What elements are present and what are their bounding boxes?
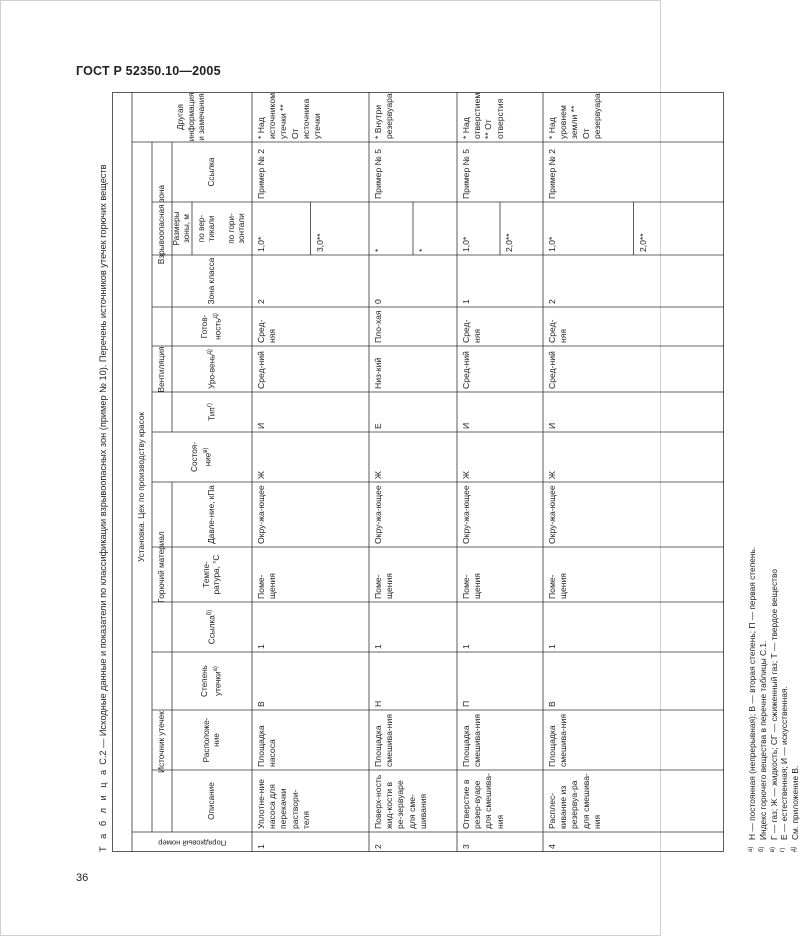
- cell-zone-class: 1: [461, 299, 471, 304]
- footnote-text: Индекс горючего вещества в перечне таблицы С.1.: [757, 640, 768, 840]
- cell-readiness: Пло-хая: [373, 310, 383, 343]
- cell-location: Площадка смешива-ния: [373, 714, 395, 767]
- header-reference: [172, 602, 252, 652]
- cell-state: Ж: [461, 471, 471, 479]
- cell-state: Ж: [547, 471, 557, 479]
- row-number: 4: [547, 844, 557, 849]
- header-zone-class: Зона класса: [206, 257, 216, 305]
- page-number: 36: [76, 872, 89, 884]
- footnote-mark: д): [207, 349, 214, 355]
- footnote-text: Е — естественная; И — искусственная.: [779, 686, 790, 840]
- row-number: 2: [373, 844, 383, 849]
- cell-degree: П: [461, 700, 471, 707]
- header-degree: [172, 652, 252, 710]
- cell-temperature: Поме-щения: [373, 573, 395, 599]
- cell-vertical: *: [373, 248, 383, 252]
- cell-zone-reference: Пример № 2: [547, 149, 557, 199]
- header-row-number: [132, 832, 252, 852]
- cell-notes: * Над отверстием ** От отверстия: [461, 92, 505, 139]
- cell-description: Расплес-кивание из резервуа-ра для смешива-ния: [547, 773, 602, 829]
- header-zone-reference: Ссылка: [206, 157, 216, 187]
- cell-location: Площадка насоса: [256, 725, 278, 767]
- cell-pressure: Окру-жа-ющее: [547, 485, 557, 544]
- header-vertical: по вер-тикали: [196, 214, 216, 243]
- table-subtitle: Установка. Цех по производству красок: [136, 412, 146, 562]
- cell-degree: В: [256, 701, 266, 707]
- footnote-text: Н — постоянная (непрерывная); В — вторая степень; П — первая степень.: [747, 546, 757, 840]
- cell-state: Ж: [373, 471, 383, 479]
- footnote-mark: в): [202, 447, 209, 453]
- cell-zone-reference: Пример № 2: [256, 149, 266, 199]
- cell-notes: * Над источником утечки ** От источника утечки: [256, 92, 323, 139]
- cell-description: Поверх-ность жид-кости в ре-зервуаре для сме-шивания: [373, 774, 428, 829]
- cell-vent-type: И: [256, 422, 266, 429]
- header-degree-label: Степень утечки: [200, 665, 223, 697]
- footnote-mark: г): [207, 403, 214, 408]
- cell-readiness: Сред-няя: [256, 319, 278, 343]
- header-ventilation: Вентиляция: [156, 346, 166, 393]
- header-notes: Другая информация и замечания: [176, 92, 207, 142]
- header-hazard-zone: Взрывоопасная зона: [156, 184, 166, 265]
- cell-vent-level: Сред-ний: [461, 351, 471, 389]
- header-row-number-label: Порядковый номер: [158, 838, 226, 848]
- header-vent-level: [172, 346, 252, 392]
- footnote-text: Г — газ; Ж — жидкость; СГ — сжиженный газ; Т — твердое вещество: [768, 568, 779, 840]
- footnote-mark: г): [780, 847, 787, 852]
- cell-reference: 1: [256, 644, 266, 649]
- header-description: Описание: [206, 782, 216, 820]
- cell-zone-class: 2: [547, 299, 557, 304]
- header-location: Расположе-ние: [201, 717, 221, 763]
- cell-vent-type: И: [461, 422, 471, 429]
- cell-description: Уплотне-ние насоса для перекачки раствори-теля: [256, 778, 311, 829]
- cell-notes: * Над уровнем земли ** От резервуара: [547, 93, 602, 139]
- cell-pressure: Окру-жа-ющее: [256, 485, 266, 544]
- rotated-table-content: [92, 92, 801, 852]
- cell-description: Отверстие в резер-вуаре для смешива-ния: [461, 773, 505, 829]
- row-number: 1: [256, 844, 266, 849]
- header-temperature: Темпе-ратура, °С: [201, 554, 221, 595]
- footnote-item: [758, 92, 769, 852]
- table-caption-text: С.2 — Исходные данные и показатели по классификации взрывоопасных зон (пример № 10). Перечень источников утечек горючих веществ: [98, 164, 108, 765]
- cell-readiness: Сред-няя: [461, 319, 483, 343]
- header-readiness: [172, 307, 252, 346]
- header-pressure: Давле-ние, кПа: [206, 485, 216, 544]
- table-footnotes: [747, 92, 801, 852]
- cell-horizontal: 2,0**: [637, 233, 648, 252]
- footnote-item: [790, 92, 801, 852]
- cell-horizontal: 2,0**: [504, 233, 514, 252]
- header-zone-size: Размеры зоны, м: [171, 211, 191, 246]
- cell-degree: Н: [373, 700, 383, 707]
- footnote-mark: а): [212, 666, 219, 672]
- cell-readiness: Сред-няя: [547, 319, 569, 343]
- cell-notes: * Внутри резервуара: [373, 93, 395, 139]
- cell-location: Площадка смешива-ния: [461, 714, 483, 767]
- cell-temperature: Поме-щения: [256, 573, 278, 599]
- footnote-mark: а): [748, 846, 754, 852]
- cell-vertical: 1,0*: [461, 236, 471, 252]
- cell-degree: В: [547, 701, 557, 707]
- table-caption: [98, 92, 108, 852]
- footnote-mark: д): [791, 846, 798, 852]
- header-readiness-label: Готов-ность: [200, 314, 223, 340]
- cell-vent-level: Сред-ний: [256, 351, 266, 389]
- leak-source-table: [112, 92, 724, 852]
- footnote-mark: в): [769, 846, 776, 852]
- cell-vent-type: И: [547, 422, 557, 429]
- cell-reference: 1: [547, 644, 557, 649]
- cell-vent-level: Сред-ний: [547, 351, 557, 389]
- cell-vent-type: Е: [373, 423, 383, 429]
- cell-zone-reference: Пример № 5: [373, 149, 383, 199]
- cell-location: Площадка смешива-ния: [547, 714, 569, 767]
- cell-zone-class: 0: [373, 299, 383, 304]
- cell-vent-level: Низ-кий: [373, 357, 383, 389]
- document-title: ГОСТ Р 52350.10—2005: [76, 64, 221, 78]
- footnote-item: [779, 92, 790, 852]
- header-flammable-material: Горючий материал: [156, 531, 166, 603]
- cell-zone-class: 2: [256, 299, 266, 304]
- cell-reference: 1: [461, 644, 471, 649]
- footnote-mark: б): [207, 609, 214, 616]
- cell-temperature: Поме-щения: [461, 573, 483, 599]
- cell-zone-reference: Пример № 5: [461, 149, 471, 199]
- header-leak-source: Источник утечек: [156, 711, 166, 773]
- header-reference-label: Ссылка: [208, 615, 218, 645]
- cell-horizontal: 3,0**: [314, 233, 325, 252]
- row-number: 3: [461, 844, 471, 849]
- header-vent-type: [172, 392, 252, 432]
- footnote-text: См. приложение В.: [790, 765, 801, 840]
- cell-horizontal: *: [417, 248, 427, 252]
- cell-reference: 1: [373, 644, 383, 649]
- cell-vertical: 1,0*: [547, 236, 557, 252]
- footnote-mark: д): [212, 313, 219, 319]
- cell-temperature: Поме-щения: [547, 573, 569, 599]
- footnote-mark: б): [758, 846, 765, 852]
- cell-state: Ж: [256, 471, 266, 479]
- header-state-label: Состоя-ние: [190, 442, 213, 472]
- footnote-item: [747, 92, 758, 852]
- cell-pressure: Окру-жа-ющее: [461, 485, 471, 544]
- footnote-item: [769, 92, 780, 852]
- cell-pressure: Окру-жа-ющее: [373, 485, 383, 544]
- cell-vertical: 1,0*: [256, 236, 266, 252]
- header-horizontal: по гори-зонтали: [226, 213, 246, 244]
- header-state: [152, 432, 252, 482]
- header-vent-type-label: Тип: [208, 407, 218, 421]
- header-vent-level-label: Уро-вень: [208, 354, 218, 389]
- table-caption-prefix: Т а б л и ц а: [98, 767, 108, 852]
